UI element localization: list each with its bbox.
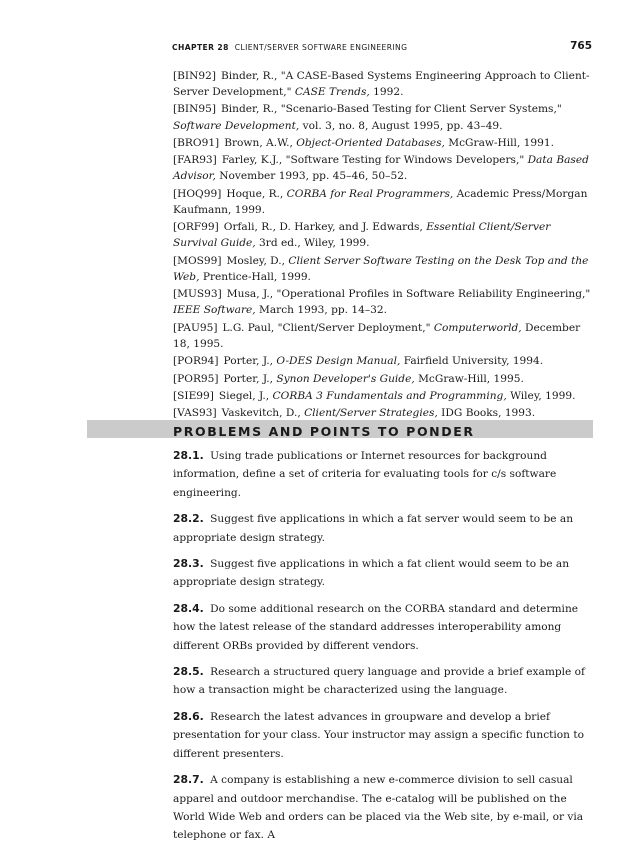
reference-tag: [BRO91] bbox=[173, 136, 220, 149]
reference-title: Computerworld, bbox=[433, 321, 522, 334]
section-title: PROBLEMS AND POINTS TO PONDER bbox=[173, 424, 475, 439]
problem-text: Suggest five applications in which a fat server would seem to be an appropriate design strategy. bbox=[173, 513, 574, 544]
reference-title: CASE Trends, bbox=[294, 86, 370, 99]
reference-text: Porter, J., bbox=[223, 372, 277, 385]
chapter-heading bbox=[172, 43, 407, 52]
reference-list bbox=[173, 68, 593, 423]
problem-number: 28.3. bbox=[173, 557, 204, 571]
reference-text: Mosley, D., bbox=[226, 254, 289, 267]
reference-details: March 1993, pp. 14–32. bbox=[255, 304, 387, 317]
problem-text: A company is establishing a new e-commerce division to sell casual apparel and outdoor merchandise. The e-catalog will be published on the World Wide Web and orders can be placed via the Web site, by e-mail, or via telephone or fax. A bbox=[173, 774, 584, 842]
chapter-title: CLIENT/SERVER SOFTWARE ENGINEERING bbox=[234, 43, 408, 52]
reference-item bbox=[173, 68, 593, 100]
problem-item bbox=[173, 510, 593, 547]
reference-item bbox=[173, 286, 593, 318]
problem-item bbox=[173, 771, 593, 845]
reference-item bbox=[173, 101, 593, 133]
problem-text: Using trade publications or Internet resources for background information, define a set of criteria for evaluating tools for c/s software engineering. bbox=[173, 450, 557, 499]
problem-number: 28.1. bbox=[173, 449, 204, 462]
reference-title: Synon Developer's Guide, bbox=[276, 372, 415, 385]
reference-title: Data Based Advisor, bbox=[173, 154, 589, 183]
reference-tag: [BIN95] bbox=[173, 103, 216, 116]
reference-details: IDG Books, 1993. bbox=[437, 407, 536, 420]
reference-tag: [MOS99] bbox=[173, 254, 222, 267]
reference-tag: [ORF99] bbox=[173, 221, 219, 234]
reference-text: Brown, A.W., bbox=[224, 136, 297, 149]
reference-details: December 18, 1995. bbox=[173, 321, 581, 350]
reference-title: IEEE Software, bbox=[173, 304, 256, 317]
reference-item bbox=[173, 152, 593, 184]
problem-list bbox=[173, 447, 593, 853]
reference-text: Binder, R., "Scenario-Based Testing for Client Server Systems," bbox=[221, 103, 562, 116]
reference-tag: [SIE99] bbox=[173, 390, 214, 403]
problem-number: 28.4. bbox=[173, 601, 204, 615]
problem-text: Do some additional research on the CORBA standard and determine how the latest release of the standard addresses interoperability among different ORBs provided by different vendors. bbox=[173, 602, 579, 652]
reference-title: O-DES Design Manual, bbox=[276, 355, 401, 368]
reference-item bbox=[173, 186, 593, 218]
problem-number: 28.6. bbox=[173, 709, 204, 723]
reference-text: Vaskevitch, D., bbox=[221, 407, 305, 420]
reference-details: McGraw-Hill, 1991. bbox=[444, 136, 555, 149]
reference-tag: [BIN92] bbox=[173, 70, 216, 82]
reference-tag: [POR94] bbox=[173, 355, 219, 368]
reference-text: Binder, R., "A CASE-Based Systems Engineering Approach to Client-Server Development," bbox=[173, 70, 590, 99]
chapter-label: CHAPTER 28 bbox=[172, 43, 229, 52]
reference-title: CORBA for Real Programmers, bbox=[286, 187, 454, 200]
problem-item bbox=[173, 600, 593, 655]
reference-tag: [PAU95] bbox=[173, 321, 218, 334]
reference-details: Prentice-Hall, 1999. bbox=[199, 270, 311, 283]
reference-item bbox=[173, 219, 593, 251]
reference-text: Siegel, J., bbox=[218, 390, 273, 403]
problem-item bbox=[173, 708, 593, 763]
problem-text: Research a structured query language and provide a brief example of how a transaction might be characterized using the language. bbox=[173, 666, 585, 697]
reference-text: Orfali, R., D. Harkey, and J. Edwards, bbox=[223, 221, 427, 234]
reference-text: L.G. Paul, "Client/Server Deployment," bbox=[222, 321, 434, 334]
reference-title: CORBA 3 Fundamentals and Programming, bbox=[272, 390, 507, 403]
reference-title: Software Development, bbox=[173, 119, 300, 132]
reference-details: Wiley, 1999. bbox=[506, 390, 576, 403]
problem-number: 28.5. bbox=[173, 665, 204, 679]
reference-text: Farley, K.J., "Software Testing for Windows Developers," bbox=[221, 154, 528, 167]
problem-number: 28.2. bbox=[173, 512, 204, 526]
reference-title: Object-Oriented Databases, bbox=[296, 136, 445, 149]
problem-item bbox=[173, 555, 593, 592]
reference-tag: [HOQ99] bbox=[173, 187, 222, 200]
reference-item bbox=[173, 353, 593, 369]
reference-item bbox=[173, 253, 593, 285]
reference-text: Musa, J., "Operational Profiles in Software Reliability Engineering," bbox=[226, 288, 591, 301]
reference-title: Essential Client/Server Survival Guide, bbox=[173, 221, 551, 250]
reference-title: Client Server Software Testing on the Desk Top and the Web, bbox=[173, 254, 589, 283]
running-header bbox=[172, 40, 592, 56]
problem-item bbox=[173, 447, 593, 502]
reference-text: Porter, J., bbox=[223, 355, 277, 368]
reference-item bbox=[173, 320, 593, 352]
reference-item bbox=[173, 135, 593, 151]
reference-text: Hoque, R., bbox=[226, 187, 287, 200]
reference-title: Client/Server Strategies, bbox=[304, 407, 438, 420]
reference-tag: [VAS93] bbox=[173, 407, 217, 420]
reference-details: Fairfield University, 1994. bbox=[400, 355, 544, 368]
reference-details: Academic Press/Morgan Kaufmann, 1999. bbox=[173, 187, 588, 216]
reference-tag: [POR95] bbox=[173, 372, 219, 385]
problem-text: Suggest five applications in which a fat client would seem to be an appropriate design strategy. bbox=[173, 558, 570, 589]
reference-tag: [FAR93] bbox=[173, 154, 217, 167]
problem-text: Research the latest advances in groupware and develop a brief presentation for your class. Your instructor may assign a specific function to different presenters. bbox=[173, 710, 584, 760]
reference-details: 1992. bbox=[369, 86, 404, 99]
reference-details: vol. 3, no. 8, August 1995, pp. 43–49. bbox=[299, 119, 503, 132]
reference-details: November 1993, pp. 45–46, 50–52. bbox=[215, 170, 408, 183]
reference-tag: [MUS93] bbox=[173, 288, 222, 301]
reference-item bbox=[173, 371, 593, 387]
reference-details: McGraw-Hill, 1995. bbox=[414, 372, 524, 385]
problem-number: 28.7. bbox=[173, 773, 204, 787]
reference-item bbox=[173, 388, 593, 404]
page-number: 765 bbox=[570, 40, 592, 52]
problem-item bbox=[173, 663, 593, 700]
reference-details: 3rd ed., Wiley, 1999. bbox=[255, 237, 370, 250]
